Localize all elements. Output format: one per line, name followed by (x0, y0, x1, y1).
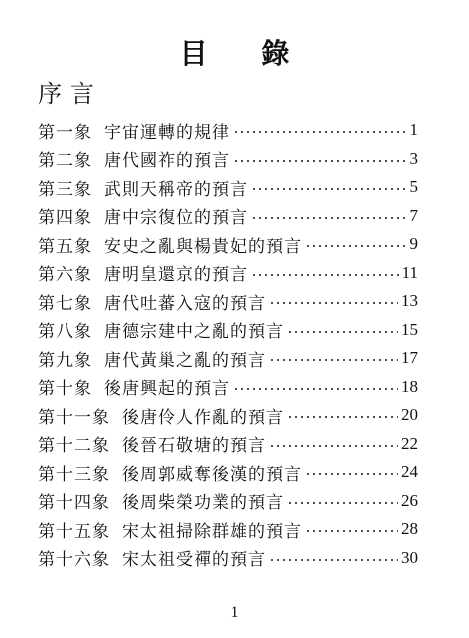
page-ref: 18 (401, 376, 418, 396)
page-ref: 9 (409, 234, 418, 254)
page-ref: 11 (401, 262, 418, 282)
chapter-label: 第九象 (38, 350, 92, 371)
toc-entry[interactable] (38, 145, 418, 174)
toc-entry[interactable] (38, 487, 418, 516)
chapter-title: 宇宙運轉的規律 (104, 122, 230, 143)
toc-entry[interactable] (38, 287, 418, 316)
page-ref: 5 (409, 177, 418, 197)
chapter-title: 唐代吐蕃入寇的預言 (104, 293, 266, 314)
chapter-title: 後晉石敬塘的預言 (122, 436, 266, 457)
chapter-title: 後周郭威奪後漢的預言 (122, 464, 302, 485)
chapter-label: 第十一象 (38, 407, 110, 428)
chapter-label: 第十象 (38, 379, 92, 400)
chapter-label: 第十三象 (38, 464, 110, 485)
dot-leader (269, 302, 398, 304)
dot-leader (269, 559, 398, 561)
dot-leader (251, 217, 407, 219)
toc-entry[interactable] (38, 401, 418, 430)
dot-leader (251, 188, 407, 190)
chapter-title: 唐明皇還京的預言 (104, 265, 248, 286)
chapter-title: 安史之亂與楊貴妃的預言 (104, 236, 302, 257)
chapter-title: 後唐興起的預言 (104, 379, 230, 400)
page-title: 目 錄 (179, 37, 312, 70)
dot-leader (305, 473, 398, 475)
dot-leader (233, 131, 407, 133)
dot-leader (287, 331, 398, 333)
toc-entry[interactable] (38, 458, 418, 487)
page-ref: 15 (401, 319, 418, 339)
chapter-title: 後周柴榮功業的預言 (122, 493, 284, 514)
chapter-title: 唐中宗復位的預言 (104, 208, 248, 229)
chapter-label: 第五象 (38, 236, 92, 257)
chapter-label: 第八象 (38, 322, 92, 343)
toc-entry[interactable] (38, 202, 418, 231)
dot-leader (269, 445, 398, 447)
chapter-title: 唐德宗建中之亂的預言 (104, 322, 284, 343)
toc-entry[interactable] (38, 373, 418, 402)
page-number: 1 (230, 604, 239, 621)
page-ref: 13 (401, 291, 418, 311)
page-ref: 22 (401, 433, 418, 453)
page-ref: 1 (409, 120, 418, 140)
chapter-title: 後唐伶人作亂的預言 (122, 407, 284, 428)
toc-entry[interactable] (38, 259, 418, 288)
toc-entry[interactable] (38, 173, 418, 202)
chapter-title: 唐代黃巢之亂的預言 (104, 350, 266, 371)
chapter-title: 武則天稱帝的預言 (104, 179, 248, 200)
page-ref: 3 (409, 148, 418, 168)
page-ref: 24 (401, 462, 418, 482)
dot-leader (269, 359, 398, 361)
toc-entry[interactable] (38, 316, 418, 345)
toc-entry[interactable] (38, 344, 418, 373)
chapter-label: 第二象 (38, 151, 92, 172)
chapter-label: 第十二象 (38, 436, 110, 457)
page-ref: 20 (401, 405, 418, 425)
dot-leader (305, 245, 407, 247)
chapter-title: 宋太祖受禪的預言 (122, 550, 266, 571)
dot-leader (287, 502, 398, 504)
chapter-label: 第七象 (38, 293, 92, 314)
chapter-label: 第一象 (38, 122, 92, 143)
chapter-title: 唐代國祚的預言 (104, 151, 230, 172)
page-ref: 26 (401, 490, 418, 510)
chapter-label: 第十五象 (38, 521, 110, 542)
table-of-contents (38, 116, 418, 572)
toc-entry[interactable] (38, 515, 418, 544)
chapter-label: 第三象 (38, 179, 92, 200)
toc-entry[interactable] (38, 544, 418, 573)
page-ref: 17 (401, 348, 418, 368)
page-ref: 30 (401, 547, 418, 567)
toc-entry[interactable] (38, 116, 418, 145)
preface-heading[interactable]: 序言 (38, 80, 102, 108)
chapter-label: 第四象 (38, 208, 92, 229)
dot-leader (251, 274, 399, 276)
chapter-label: 第十六象 (38, 550, 110, 571)
dot-leader (233, 388, 398, 390)
toc-entry[interactable] (38, 230, 418, 259)
page-ref: 28 (401, 519, 418, 539)
page-ref: 7 (409, 205, 418, 225)
dot-leader (233, 160, 407, 162)
dot-leader (287, 416, 398, 418)
toc-entry[interactable] (38, 430, 418, 459)
chapter-label: 第六象 (38, 265, 92, 286)
dot-leader (305, 530, 398, 532)
chapter-title: 宋太祖掃除群雄的預言 (122, 521, 302, 542)
chapter-label: 第十四象 (38, 493, 110, 514)
